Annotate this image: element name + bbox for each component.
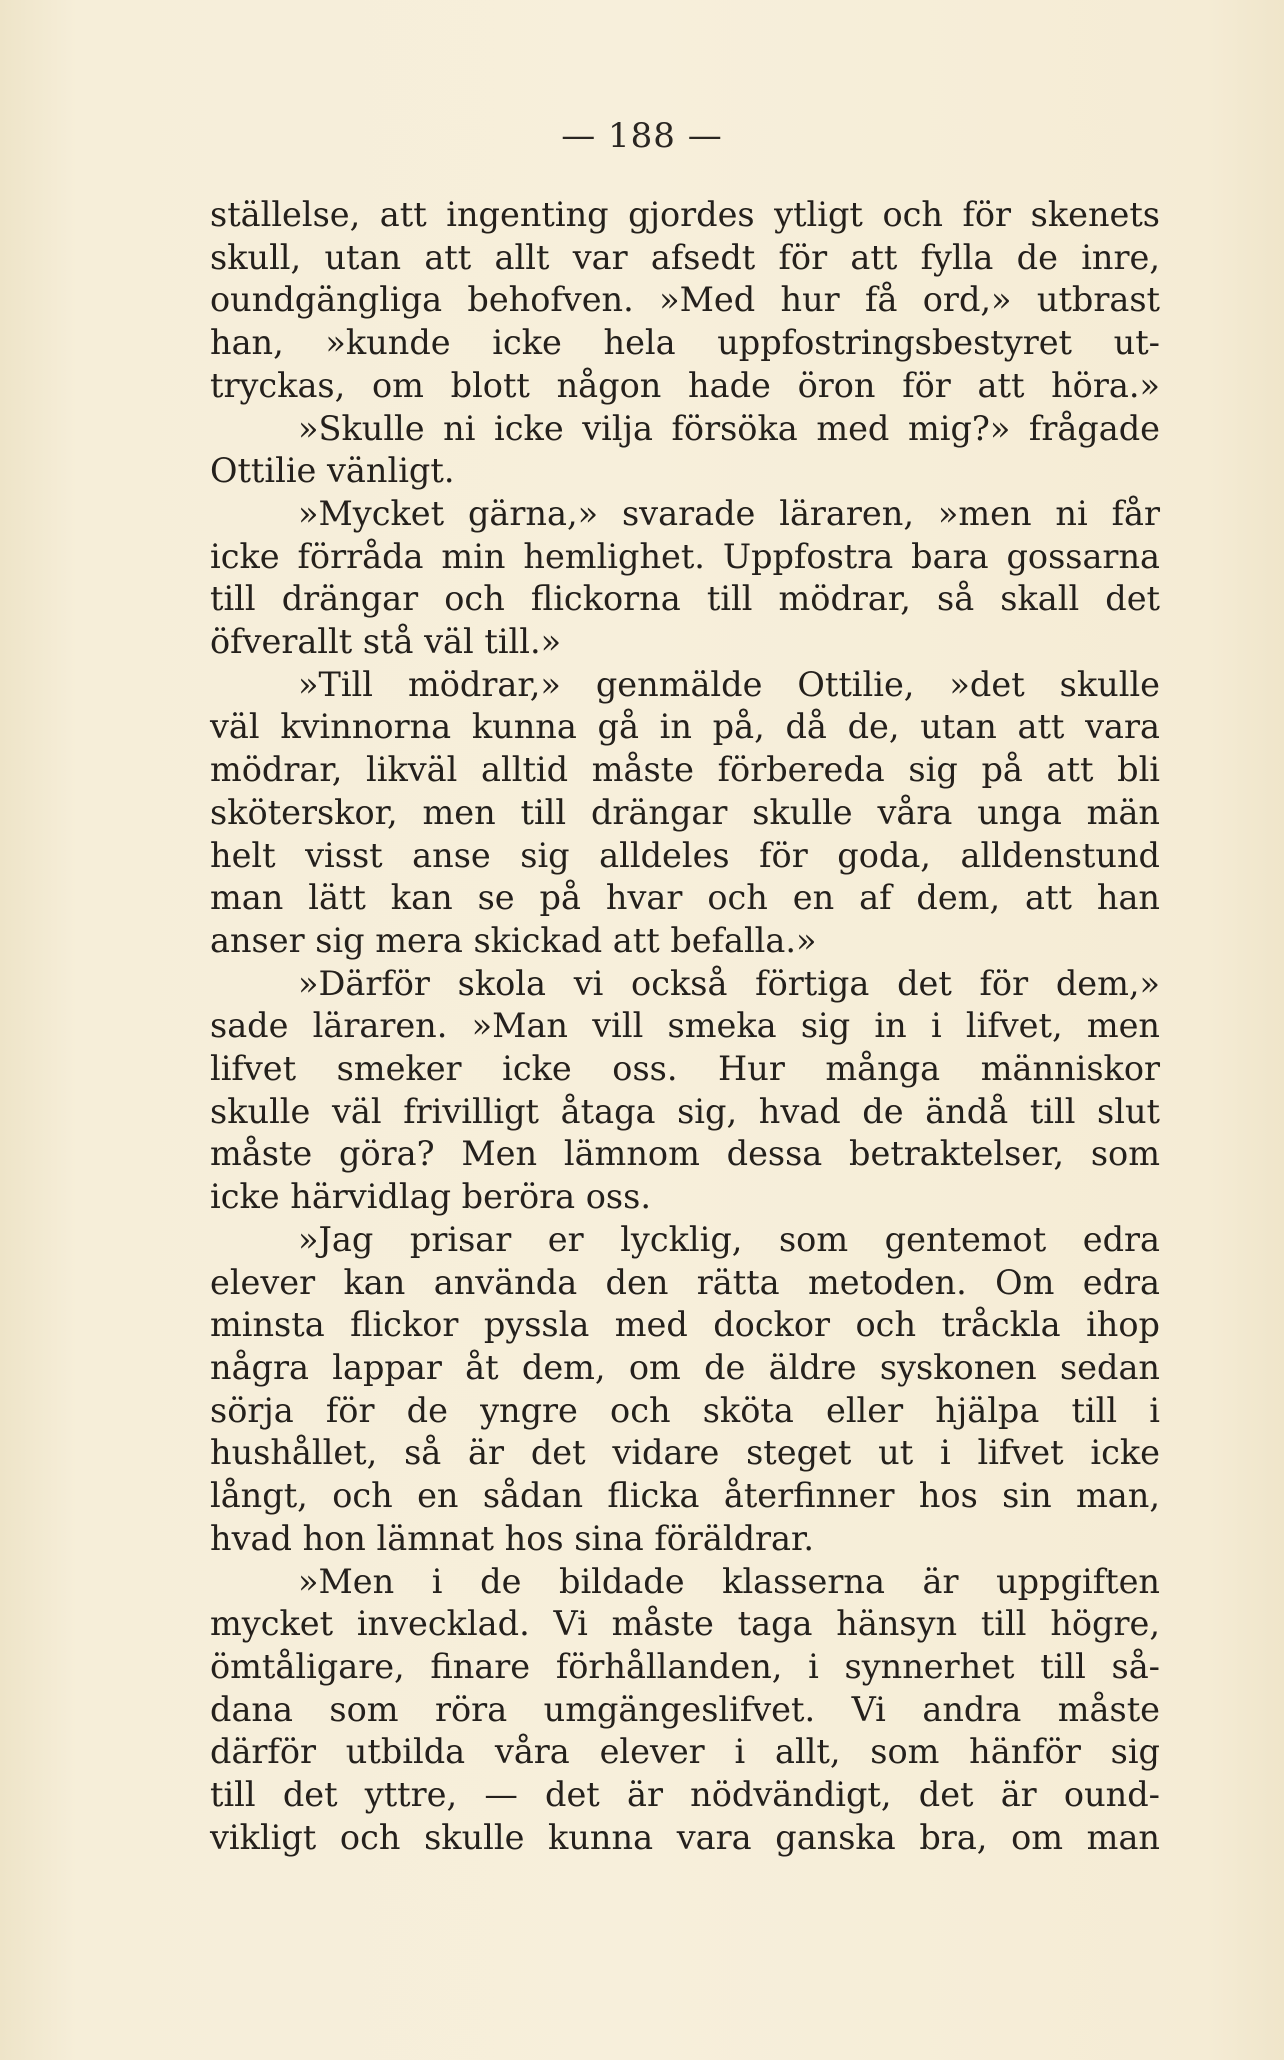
text-line: skulle väl frivilligt åtaga sig, hvad de ändå till slut (210, 1091, 1160, 1131)
text-line: till drängar och flickorna till mödrar, så skall det (210, 579, 1160, 619)
text-line: ställelse, att ingenting gjordes ytligt och för skenets (210, 195, 1160, 234)
text-line: sörja för de yngre och sköta eller hjälpa till i (210, 1390, 1160, 1430)
text-line: man lätt kan se på hvar och en af dem, att han (210, 878, 1160, 918)
text-line: tryckas, om blott någon hade öron för att höra.» (210, 365, 1160, 405)
text-line: hushållet, så är det vidare steget ut i lifvet icke (210, 1433, 1160, 1473)
text-line: icke härvidlag beröra oss. (210, 1177, 651, 1217)
text-line: några lappar åt dem, om de äldre syskonen sedan (210, 1347, 1160, 1387)
text-line: »Skulle ni icke vilja försöka med mig?» frågade (298, 408, 1160, 448)
text-line: oundgängliga behofven. »Med hur få ord,» utbrast (210, 280, 1160, 320)
text-line: dana som röra umgängeslifvet. Vi andra måste (210, 1689, 1160, 1729)
body-text (210, 194, 1160, 1859)
text-line: hvad hon lämnat hos sina föräldrar. (210, 1518, 815, 1558)
text-line: till det yttre, — det är nödvändigt, det är ound- (210, 1775, 1160, 1815)
text-line: ömtåligare, finare förhållanden, i synnerhet till så- (210, 1646, 1160, 1686)
text-line: elever kan använda den rätta metoden. Om edra (210, 1262, 1160, 1302)
text-line: därför utbilda våra elever i allt, som hänför sig (210, 1732, 1160, 1772)
text-line: icke förråda min hemlighet. Uppfostra bara gossarna (210, 536, 1160, 576)
text-line: »Till mödrar,» genmälde Ottilie, »det skulle (298, 664, 1160, 704)
page-number: — 188 — (561, 116, 723, 156)
text-line: »Jag prisar er lycklig, som gentemot edra (298, 1219, 1160, 1259)
text-line: helt visst anse sig alldeles för goda, alldenstund (210, 835, 1160, 875)
text-line: måste göra? Men lämnom dessa betraktelser, som (210, 1134, 1160, 1174)
text-line: lifvet smeker icke oss. Hur många människor (210, 1049, 1160, 1089)
text-line: skull, utan att allt var afsedt för att fylla de inre, (210, 237, 1160, 277)
text-line: anser sig mera skickad att befalla.» (210, 920, 817, 960)
text-line: vikligt och skulle kunna vara ganska bra, om man (210, 1817, 1160, 1857)
text-line: mycket invecklad. Vi måste taga hänsyn till högre, (210, 1604, 1160, 1644)
text-line: sköterskor, men till drängar skulle våra unga män (210, 792, 1160, 832)
text-line: »Därför skola vi också förtiga det för dem,» (298, 963, 1160, 1003)
text-line: »Mycket gärna,» svarade läraren, »men ni får (298, 493, 1160, 533)
text-line: väl kvinnorna kunna gå in på, då de, utan att vara (210, 707, 1160, 747)
text-line: långt, och en sådan flicka återfinner hos sin man, (210, 1476, 1160, 1516)
text-line: Ottilie vänligt. (210, 451, 455, 491)
text-line: öfverallt stå väl till.» (210, 622, 562, 662)
text-line: »Men i de bildade klasserna är uppgiften (298, 1561, 1160, 1601)
text-line: han, »kunde icke hela uppfostringsbestyret ut- (210, 323, 1160, 363)
text-line: sade läraren. »Man vill smeka sig in i lifvet, men (210, 1006, 1160, 1046)
text-line: mödrar, likväl alltid måste förbereda sig på att bli (210, 750, 1160, 790)
text-line: minsta flickor pyssla med dockor och tråckla ihop (210, 1305, 1160, 1345)
